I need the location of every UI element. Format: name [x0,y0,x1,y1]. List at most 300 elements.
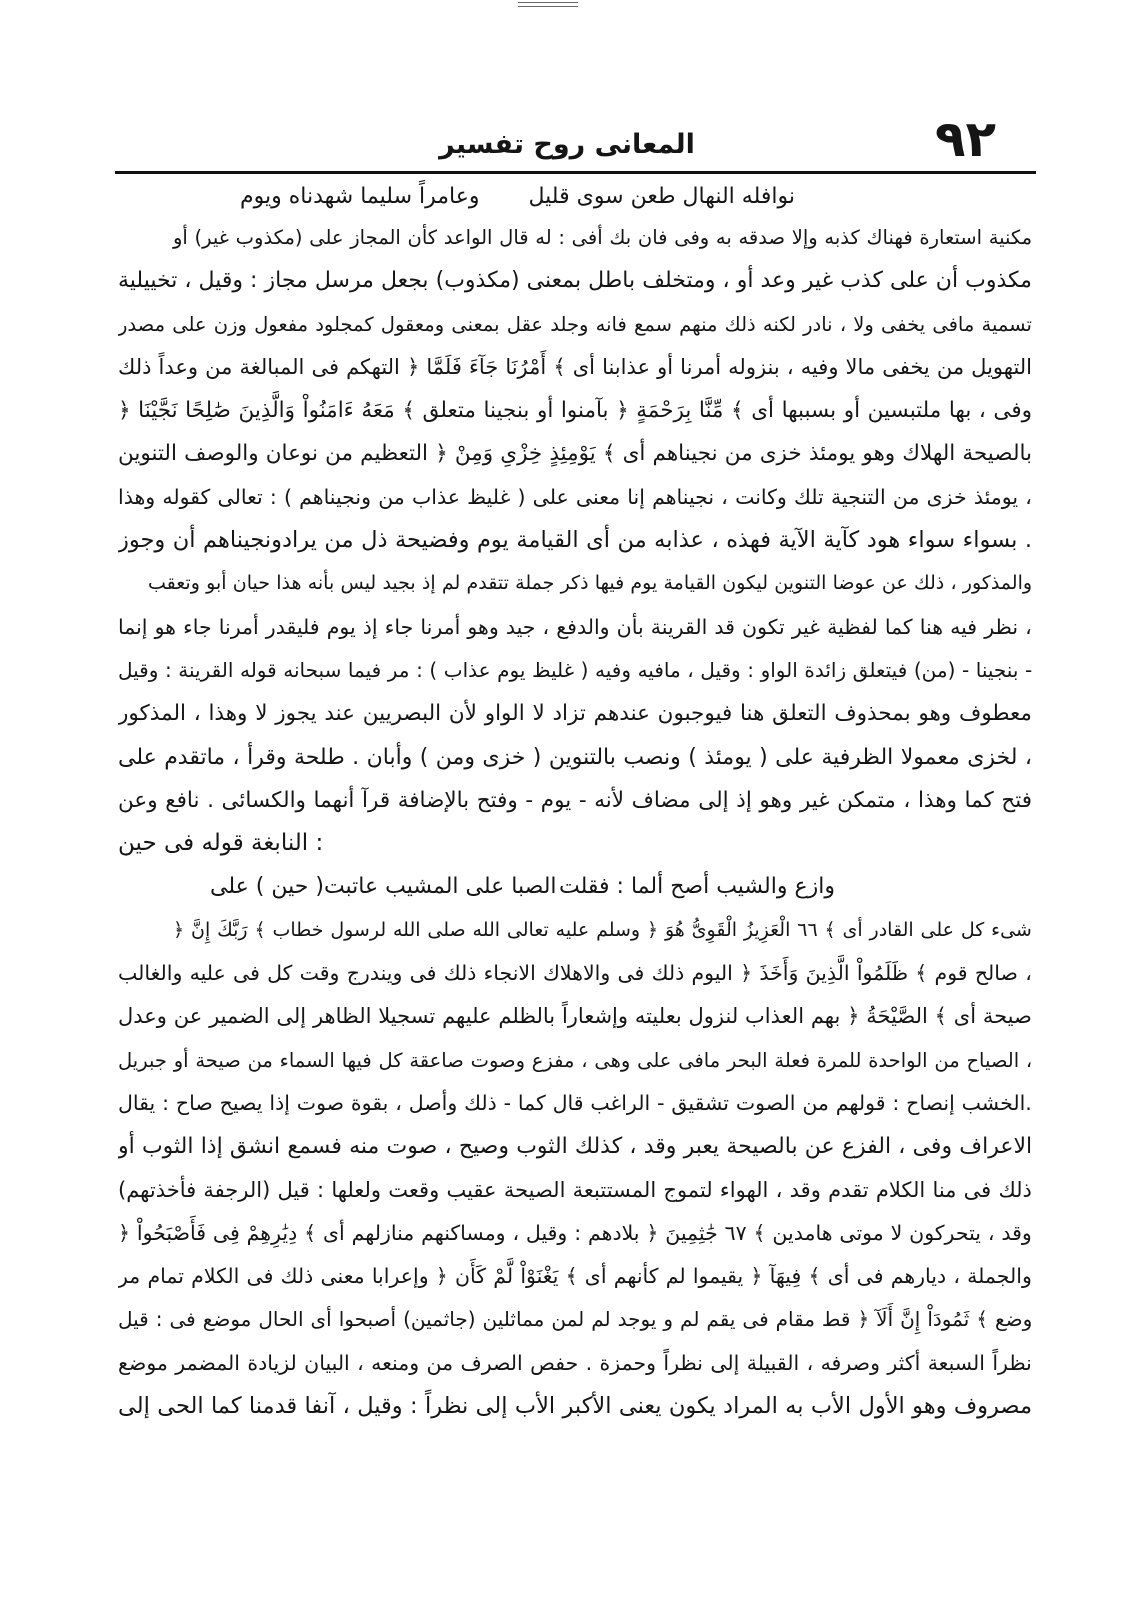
word: إلى [276,1004,307,1029]
word: وجوز [118,527,166,554]
text-line [118,1342,1032,1385]
word: أى [323,1220,345,1245]
text-line [118,1255,1032,1298]
word: وهذا [118,484,156,509]
word: وقد [789,1177,821,1202]
word: ، [1024,744,1032,770]
word: مجاز [264,268,308,294]
word: : [317,1177,325,1202]
word: عن [881,572,908,595]
word: هو [154,614,176,639]
word: )عاتبت [315,874,379,900]
word: وفيه [595,657,632,682]
word: ذلك [464,1090,497,1115]
paragraph-first-line [118,909,1032,952]
word: لمن [551,1307,585,1332]
verse-line [118,865,1032,908]
word: مافى [932,312,975,336]
word: على [172,312,207,336]
word: إذا [200,1134,223,1160]
word: فتح [1001,787,1032,813]
word: - [525,787,534,813]
word: وقد [1001,1220,1032,1245]
word: كَأَن [455,1264,487,1289]
word: وَمِنْ [454,441,494,467]
word: ذلك [118,354,152,379]
word: ظَلَمُواْ [856,961,909,986]
word: على [118,744,157,770]
word: : [574,1220,582,1245]
word: وَأَخَذَ [759,961,799,986]
word: جبريل [118,1048,167,1072]
word: الصيحة [503,1177,566,1202]
word: قولهم [835,1090,886,1115]
word: الصَّيْحَةُ [866,1004,928,1029]
word: معنى [320,1264,365,1289]
word: ، [950,572,957,595]
word: بنجينا [483,398,530,424]
word: يوم [540,787,572,813]
word: - [578,787,587,813]
word: لنزول [688,1004,739,1029]
word: على [637,1048,672,1072]
word: إذا [269,1090,290,1115]
word: وعداً [158,354,199,379]
word: يومئذ [704,744,752,770]
word: التهكم [346,354,400,379]
word: الظاهر [312,1004,372,1029]
word: فيوجبون [657,701,733,727]
word: وازع [794,874,835,900]
word: مفعول [254,312,309,336]
word: التعلق [772,701,827,727]
word: - [1024,657,1032,682]
word: ﴿ [740,961,753,986]
word: كذب [840,268,883,294]
word: ولعلها [331,1177,382,1202]
word: القرينة [650,614,708,639]
word: تفسير [439,129,524,160]
word: المذكور [118,701,186,727]
word: أى [584,1264,607,1289]
word: هود [866,527,901,554]
word: كل [960,918,985,941]
word: مالا [845,354,876,379]
word: ، [342,1393,350,1420]
word: وهذا [917,787,957,813]
text-line [118,519,1032,562]
word: خطاب [272,918,324,941]
word: . [352,744,360,770]
word: يتحركون [909,1220,981,1245]
word: ﴿ [857,1307,870,1332]
word: ، [512,1220,520,1245]
word: التنجية [830,484,886,509]
word: سمع [633,312,672,336]
word: صلى [427,918,466,941]
word: جَآءَ [468,354,499,379]
text-line [118,1125,1032,1168]
word: بقوة [350,1090,389,1115]
word: ذلك [443,961,477,986]
word: قوله [201,830,244,857]
word: حين [118,830,157,857]
word: وقيل [525,1220,568,1245]
word: وإعرابا [371,1264,429,1289]
word: حيان [232,572,270,595]
word: يقيموا [692,1264,744,1289]
word: ﴾ [602,441,616,467]
word: صوت [386,1134,438,1160]
word: أو [173,1048,189,1072]
word: وقرأ [247,744,287,770]
word: عند [324,701,355,727]
word: فيتعلق [852,657,908,682]
word: ، [193,701,201,727]
word: يوم [326,614,356,639]
word: صالح [974,961,1018,986]
text-line [118,995,1032,1038]
word: ، [711,527,719,554]
word: ، [542,614,550,639]
word: كما [210,1393,242,1420]
word: يعنى [618,1393,662,1420]
word: صَٰلِحًا [185,398,231,424]
word: إنما [118,614,148,639]
word: ذل [361,527,388,554]
word: انشق [229,1134,281,1160]
word: وصوت [470,1048,525,1072]
word: والمذكور [962,572,1032,595]
word: الواو [760,657,798,682]
word: لكنه [762,312,796,336]
word: كمجلود [315,312,374,336]
word: أن [172,527,196,554]
word: منا [932,1177,957,1202]
word: أو [843,398,861,424]
word: ماتقدم [164,744,226,770]
word: من [205,354,233,379]
word: إنا [627,484,645,509]
word: لم [680,1307,700,1332]
word: يَغْنَوْاْ [520,1264,559,1289]
word: يوم [477,527,509,554]
word: وإشعاراً [561,1004,629,1029]
word: ، [775,1177,783,1202]
word: الآية [778,527,816,554]
word: ) [517,484,526,509]
word: : [616,874,624,900]
word: تمام [147,1264,184,1289]
word: من [934,1048,960,1072]
word: باطل [588,268,636,294]
word: قط [821,1307,851,1332]
word: لتموج [663,1177,713,1202]
word: اليوم [691,961,733,986]
word: فى [617,961,645,986]
word: بجعل [380,268,429,294]
word: والغالب [118,961,183,986]
word: بك [609,226,632,249]
word: ﴿ [118,398,131,424]
word: سوى [576,184,624,209]
word: له [535,226,552,249]
word: فى [246,1264,274,1289]
word: هنا [919,614,944,639]
word: من [617,527,647,554]
word: الكلام [191,1264,240,1289]
word: قال [499,226,529,249]
word: أى [572,354,595,379]
word: التهويل [971,354,1032,379]
word: المبالغة [239,354,305,379]
word: إلى [118,1393,150,1420]
word: البحر [726,1048,768,1072]
word: عن [804,1134,835,1160]
word: وهو [862,441,896,467]
word: وأصل [408,1090,458,1115]
word: قد [714,614,735,639]
word: الصياح [966,1048,1020,1072]
word: معنى [575,484,621,509]
word: ﴿ [646,918,659,941]
word: ، [786,354,794,379]
word: القادر [869,918,914,941]
word: نادر [803,312,833,336]
word: فان [637,226,668,249]
word: شهدناه [288,184,354,209]
word: : [315,830,324,857]
word: الفزع [841,1134,892,1160]
word: إِنَّ [191,918,211,941]
word: إنصاح [906,1090,955,1115]
word: مِّنَّا [698,398,724,424]
word: من [802,1090,829,1115]
word: تقدم [828,1177,869,1202]
word: عليه [189,961,226,986]
verse-line [118,178,1032,216]
word: ذلك [280,1264,314,1289]
word: ومنعه [371,1350,420,1375]
word: وقيل [198,268,243,294]
word: بعليته [634,1004,682,1029]
word: أمرنا [218,614,259,639]
word: فى [409,961,437,986]
word: ولا [853,312,874,336]
word: الانجاء [483,961,536,986]
word: بمعنى [526,268,582,294]
word: ، [395,1090,402,1115]
verse-hemistich-first [240,178,480,216]
word: أَمْرُنَا [505,354,547,379]
word: سليما [360,184,412,209]
word: أو [536,398,554,424]
word: غير [802,268,834,294]
word: أفى [571,226,603,249]
header-rule [115,171,1036,174]
word: يَوْمِئِذٍ [549,441,596,467]
word: فَلَمَّا [426,354,462,379]
word: وأبان [366,744,413,770]
word: لا [532,701,545,727]
word: لم [441,572,461,595]
word: ﴿ [435,441,448,467]
word: الضمير [209,1004,270,1029]
word: وهو [912,1393,947,1420]
word: الاعراف [959,1134,1032,1160]
word: وهو [759,787,793,813]
word: تسجيلا [378,1004,436,1029]
word: ملتبسين [867,398,942,424]
word: إلى [710,1350,740,1375]
word: فيما [347,657,382,682]
word: صدقه [738,226,786,249]
word: تعالى [217,484,263,509]
word: الصبا [511,874,557,900]
word: كما [884,614,913,639]
word: عن [173,1004,203,1029]
word: . [585,1350,593,1375]
word: موضع [202,1307,252,1332]
word: وعد [760,268,796,294]
word: ﴾ [808,1264,821,1289]
word: عليه [555,918,590,941]
word: ليكون [722,572,769,595]
word: : [410,1393,418,1420]
word: العذاب [745,1004,805,1029]
word: يوجد [617,1307,657,1332]
word: متعلق [422,398,476,424]
word: الرجفة) [203,1177,271,1202]
word: من [724,441,753,467]
word: أصبحوا [338,1307,397,1332]
word: الأكبر [562,1393,612,1420]
word: ﴿ [750,1264,763,1289]
word: أَلَآ [876,1307,894,1332]
word: بسببها [781,398,837,424]
word: . [1024,527,1032,554]
word: وفى [912,1134,953,1160]
word: القيامة [516,527,579,554]
word: أنهما [313,787,355,813]
word: الحى [157,1393,204,1420]
word: النهال [682,184,735,209]
word: كل [378,1048,403,1072]
verse-hemistich-second [559,865,835,908]
word: المشيب [385,874,459,900]
word: وصيح [458,1134,509,1160]
word: ﴿ [646,1220,659,1245]
word: الواحدة [868,1048,928,1072]
word: فَأَصْبَحُواْ [136,1220,207,1245]
word: يجوز [275,701,317,727]
word: والاهلاك [543,961,611,986]
word: ذلك [998,1177,1032,1202]
word: ، [839,312,847,336]
word: : [269,484,277,509]
word: مر [387,657,410,682]
word: أى [586,527,610,554]
word: مصدر [118,312,166,336]
word: نافع [165,787,200,813]
word: إِنَّ [900,1307,921,1332]
word: كما [964,787,994,813]
word: ﴿ [435,1264,448,1289]
word: فسمع [287,1134,342,1160]
word: الظرفية [821,744,894,770]
word: مقام [775,1307,815,1332]
word: : [155,1307,163,1332]
word: بنزوله [728,354,780,379]
verse-hemistich-first [210,865,557,908]
word: نجيناهم [652,484,715,509]
word: ، [1025,484,1032,509]
word: (فأخذتهم [118,1177,197,1202]
word: وضع [994,1307,1032,1332]
word: فهذه [726,527,771,554]
word: المراد [723,1393,778,1420]
word: مكذوب [965,268,1032,294]
word: ﴾ [731,398,744,424]
word: ﴾ [976,1307,988,1332]
word: غير [791,614,821,639]
word: مافيه [637,657,681,682]
word: ، [903,787,911,813]
word: موتى [839,1220,884,1245]
word: لأنه [594,787,624,813]
word: ﴾ [254,918,266,941]
word: الأول [858,1393,905,1420]
word: لَّمْ [493,1264,514,1289]
word: فهناك [866,226,913,249]
word: وفيه [800,354,839,379]
word: بالتنوين [548,744,616,770]
word: فيها [341,1048,372,1072]
word: تزاد [552,701,586,727]
word: من [325,441,354,467]
word: فى [963,1177,992,1202]
word: طعن [630,184,676,209]
word: من [247,1048,273,1072]
word: ( [283,484,292,509]
word: على [920,918,954,941]
word: وجلد [550,312,589,336]
word: يوم [630,572,658,595]
word: ، [232,744,240,770]
word: (من) [913,657,956,682]
word: ، [444,1134,452,1160]
word: ، [721,484,728,509]
word: مصروف [953,1393,1032,1420]
word: مرسل [314,268,374,294]
word: من [324,527,354,554]
word: سواء [907,527,956,554]
word: الهواء [719,1177,769,1202]
word: ، [898,1134,906,1160]
word: ﴾ [934,1004,947,1029]
word: وفى [674,226,710,249]
word: والكسائى [221,787,306,813]
word: هذا [276,572,302,595]
word: ﴾ [304,1220,317,1245]
text-line [118,606,1032,649]
word: وقت [299,961,340,986]
word: ، [987,1220,995,1245]
word: كأن [407,226,438,249]
word: ألما [630,874,664,900]
word: خزى [482,744,526,770]
page-number: ٩٢ [934,110,996,168]
